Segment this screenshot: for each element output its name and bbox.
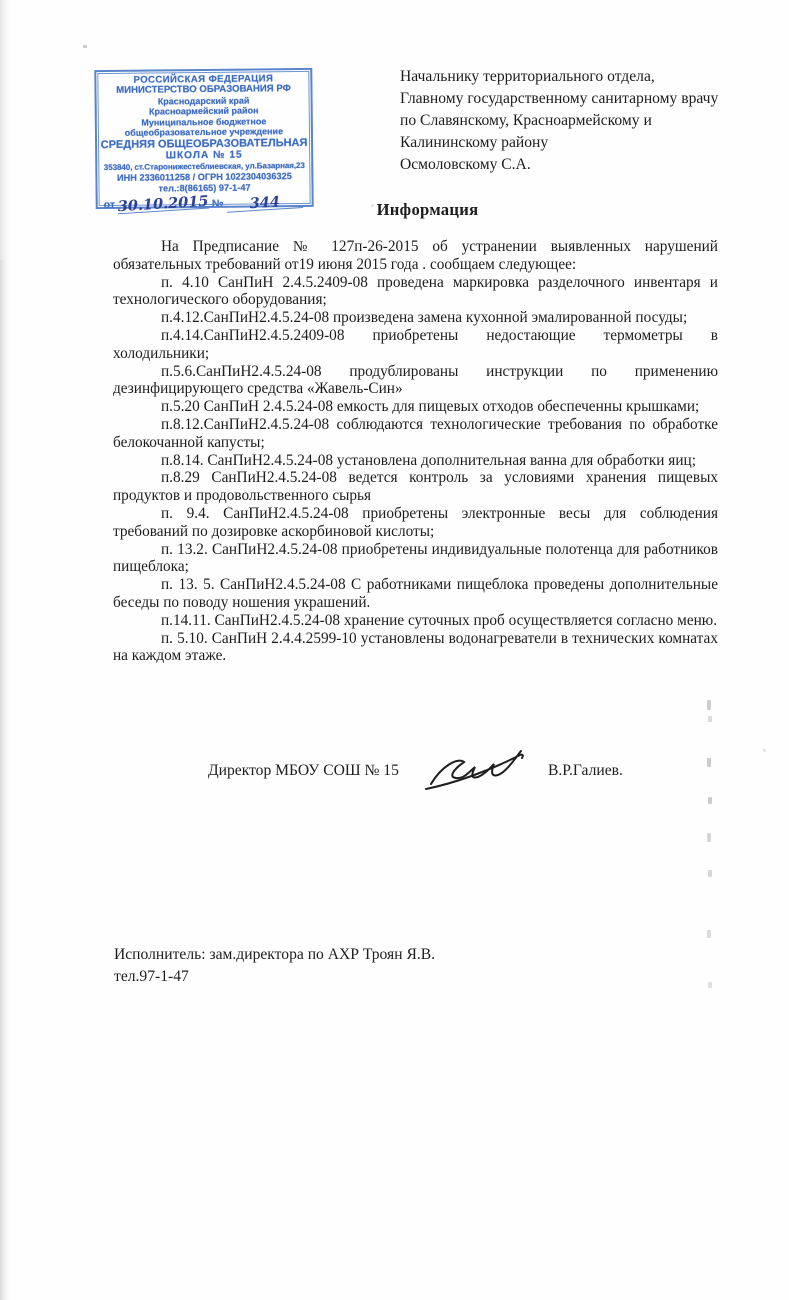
scan-speck (708, 870, 712, 877)
stamp-handwritten-date: 30.10.2015 (117, 192, 210, 216)
signature-ink-icon (423, 747, 527, 793)
footer-line: Исполнитель: зам.директора по АХР Троян Я.В. (114, 946, 436, 963)
body-paragraph: п. 9.4. СанПиН2.4.5.24-08 приобретены электронные весы для соблюдения требований по дозировке аскорбиновой кислоты; (113, 504, 718, 540)
body-paragraph: На Предписание № 127п-26-2015 об устранении выявленных нарушений обязательных требований от19 июня 2015 года . сообщаем следующее: (113, 238, 718, 273)
scan-speck (708, 982, 712, 988)
scan-speck (707, 930, 711, 938)
document-body (113, 238, 718, 665)
scan-speck (707, 700, 711, 710)
body-paragraph: п.4.12.СанПиН2.4.5.24-08 произведена замена кухонной эмалированной посуды; (161, 309, 688, 327)
document-title: Информация (376, 200, 479, 219)
stamp-date-label: от (103, 199, 116, 212)
stamp-line: тел.:8(86165) 97-1-47 (158, 182, 251, 194)
body-paragraph: п.14.11. СанПиН2.4.5.24-08 хранение суточных проб осуществляется согласно меню. (161, 611, 718, 629)
addressee-line: Калининскому району (400, 133, 549, 151)
addressee-line: Начальнику территориального отдела, (400, 68, 655, 85)
stamp-line: 353840, ст.Старонижестеблиевская, ул.Базарная,23 (103, 160, 305, 172)
body-paragraph: п.8.29 СанПиН2.4.5.24-08 ведется контроль за условиями хранения пищевых продуктов и продовольственного сырья (113, 469, 718, 505)
stamp-handwritten-number: 344 (226, 194, 303, 213)
stamp-line: общеобразовательное учреждение (124, 126, 284, 138)
body-paragraph: п. 5.10. СанПиН 2.4.4.2599-10 установлены водонагреватели в технических комнатах на каждом этаже. (113, 629, 718, 665)
stamp-line: ШКОЛА № 15 (165, 150, 243, 162)
addressee-line: Осмоловскому С.А. (400, 155, 531, 173)
scan-speck (707, 833, 711, 842)
body-paragraph: п.8.12.СанПиН2.4.5.24-08 соблюдаются технологические требования по обработке белокочанной капусты; (113, 415, 718, 451)
stamp-line: Муниципальное бюджетное (141, 115, 267, 128)
addressee-block (400, 66, 735, 176)
signer-name: В.Р.Галиев. (548, 762, 623, 779)
stamp-text-lines (98, 74, 309, 194)
footer-line: тел.97-1-47 (114, 967, 189, 985)
signer-position: Директор МБОУ СОШ № 15 (208, 762, 399, 779)
body-paragraph: п.5.6.СанПиН2.4.5.24-08 продублированы инструкции по применению дезинфицирующего средства «Жавель-Син» (113, 362, 718, 398)
body-paragraph: п. 13.2. СанПиН2.4.5.24-08 приобретены индивидуальные полотенца для работников пищеблока; (113, 540, 718, 576)
executor-footer (114, 944, 435, 987)
addressee-line: Главному государственному санитарному врачу (400, 89, 719, 107)
scan-speck (708, 716, 712, 722)
body-paragraph: п. 4.10 СанПиН 2.4.5.2409-08 проведена маркировка разделочного инвентаря и технологического оборудования; (113, 273, 718, 309)
stamp-line: РОССИЙСКАЯ ФЕДЕРАЦИЯ (133, 73, 274, 86)
body-paragraph: п. 13. 5. СанПиН2.4.5.24-08 С работниками пищеблока проведены дополнительные беседы по поводу ношения украшений. (113, 576, 718, 611)
stamp-line: Красноармейский район (148, 105, 259, 117)
stamp-line: МИНИСТЕРСТВО ОБРАЗОВАНИЯ РФ (116, 83, 291, 97)
stamp-line: СРЕДНЯЯ ОБЩЕОБРАЗОВАТЕЛЬНАЯ (100, 137, 308, 152)
school-stamp (94, 68, 313, 216)
addressee-line: по Славянскому, Красноармейскому и (400, 111, 652, 129)
signature-scrawl (423, 747, 527, 798)
signature-row (0, 745, 789, 800)
stamp-number-label: № (211, 197, 224, 211)
scan-speck (83, 45, 87, 48)
body-paragraph: п.8.14. СанПиН2.4.5.24-08 установлена дополнительная ванна для обработки яиц; (161, 451, 696, 469)
body-paragraph: п.4.14.СанПиН2.4.5.2409-08 приобретены недостающие термометры в холодильники; (113, 326, 718, 362)
body-paragraph: п.5.20 СанПиН 2.4.5.24-08 емкость для пищевых отходов обеспеченны крышками; (161, 398, 700, 416)
stamp-line: ИНН 2336011258 / ОГРН 1022304036325 (116, 171, 292, 184)
stamp-line: Краснодарский край (157, 95, 250, 107)
